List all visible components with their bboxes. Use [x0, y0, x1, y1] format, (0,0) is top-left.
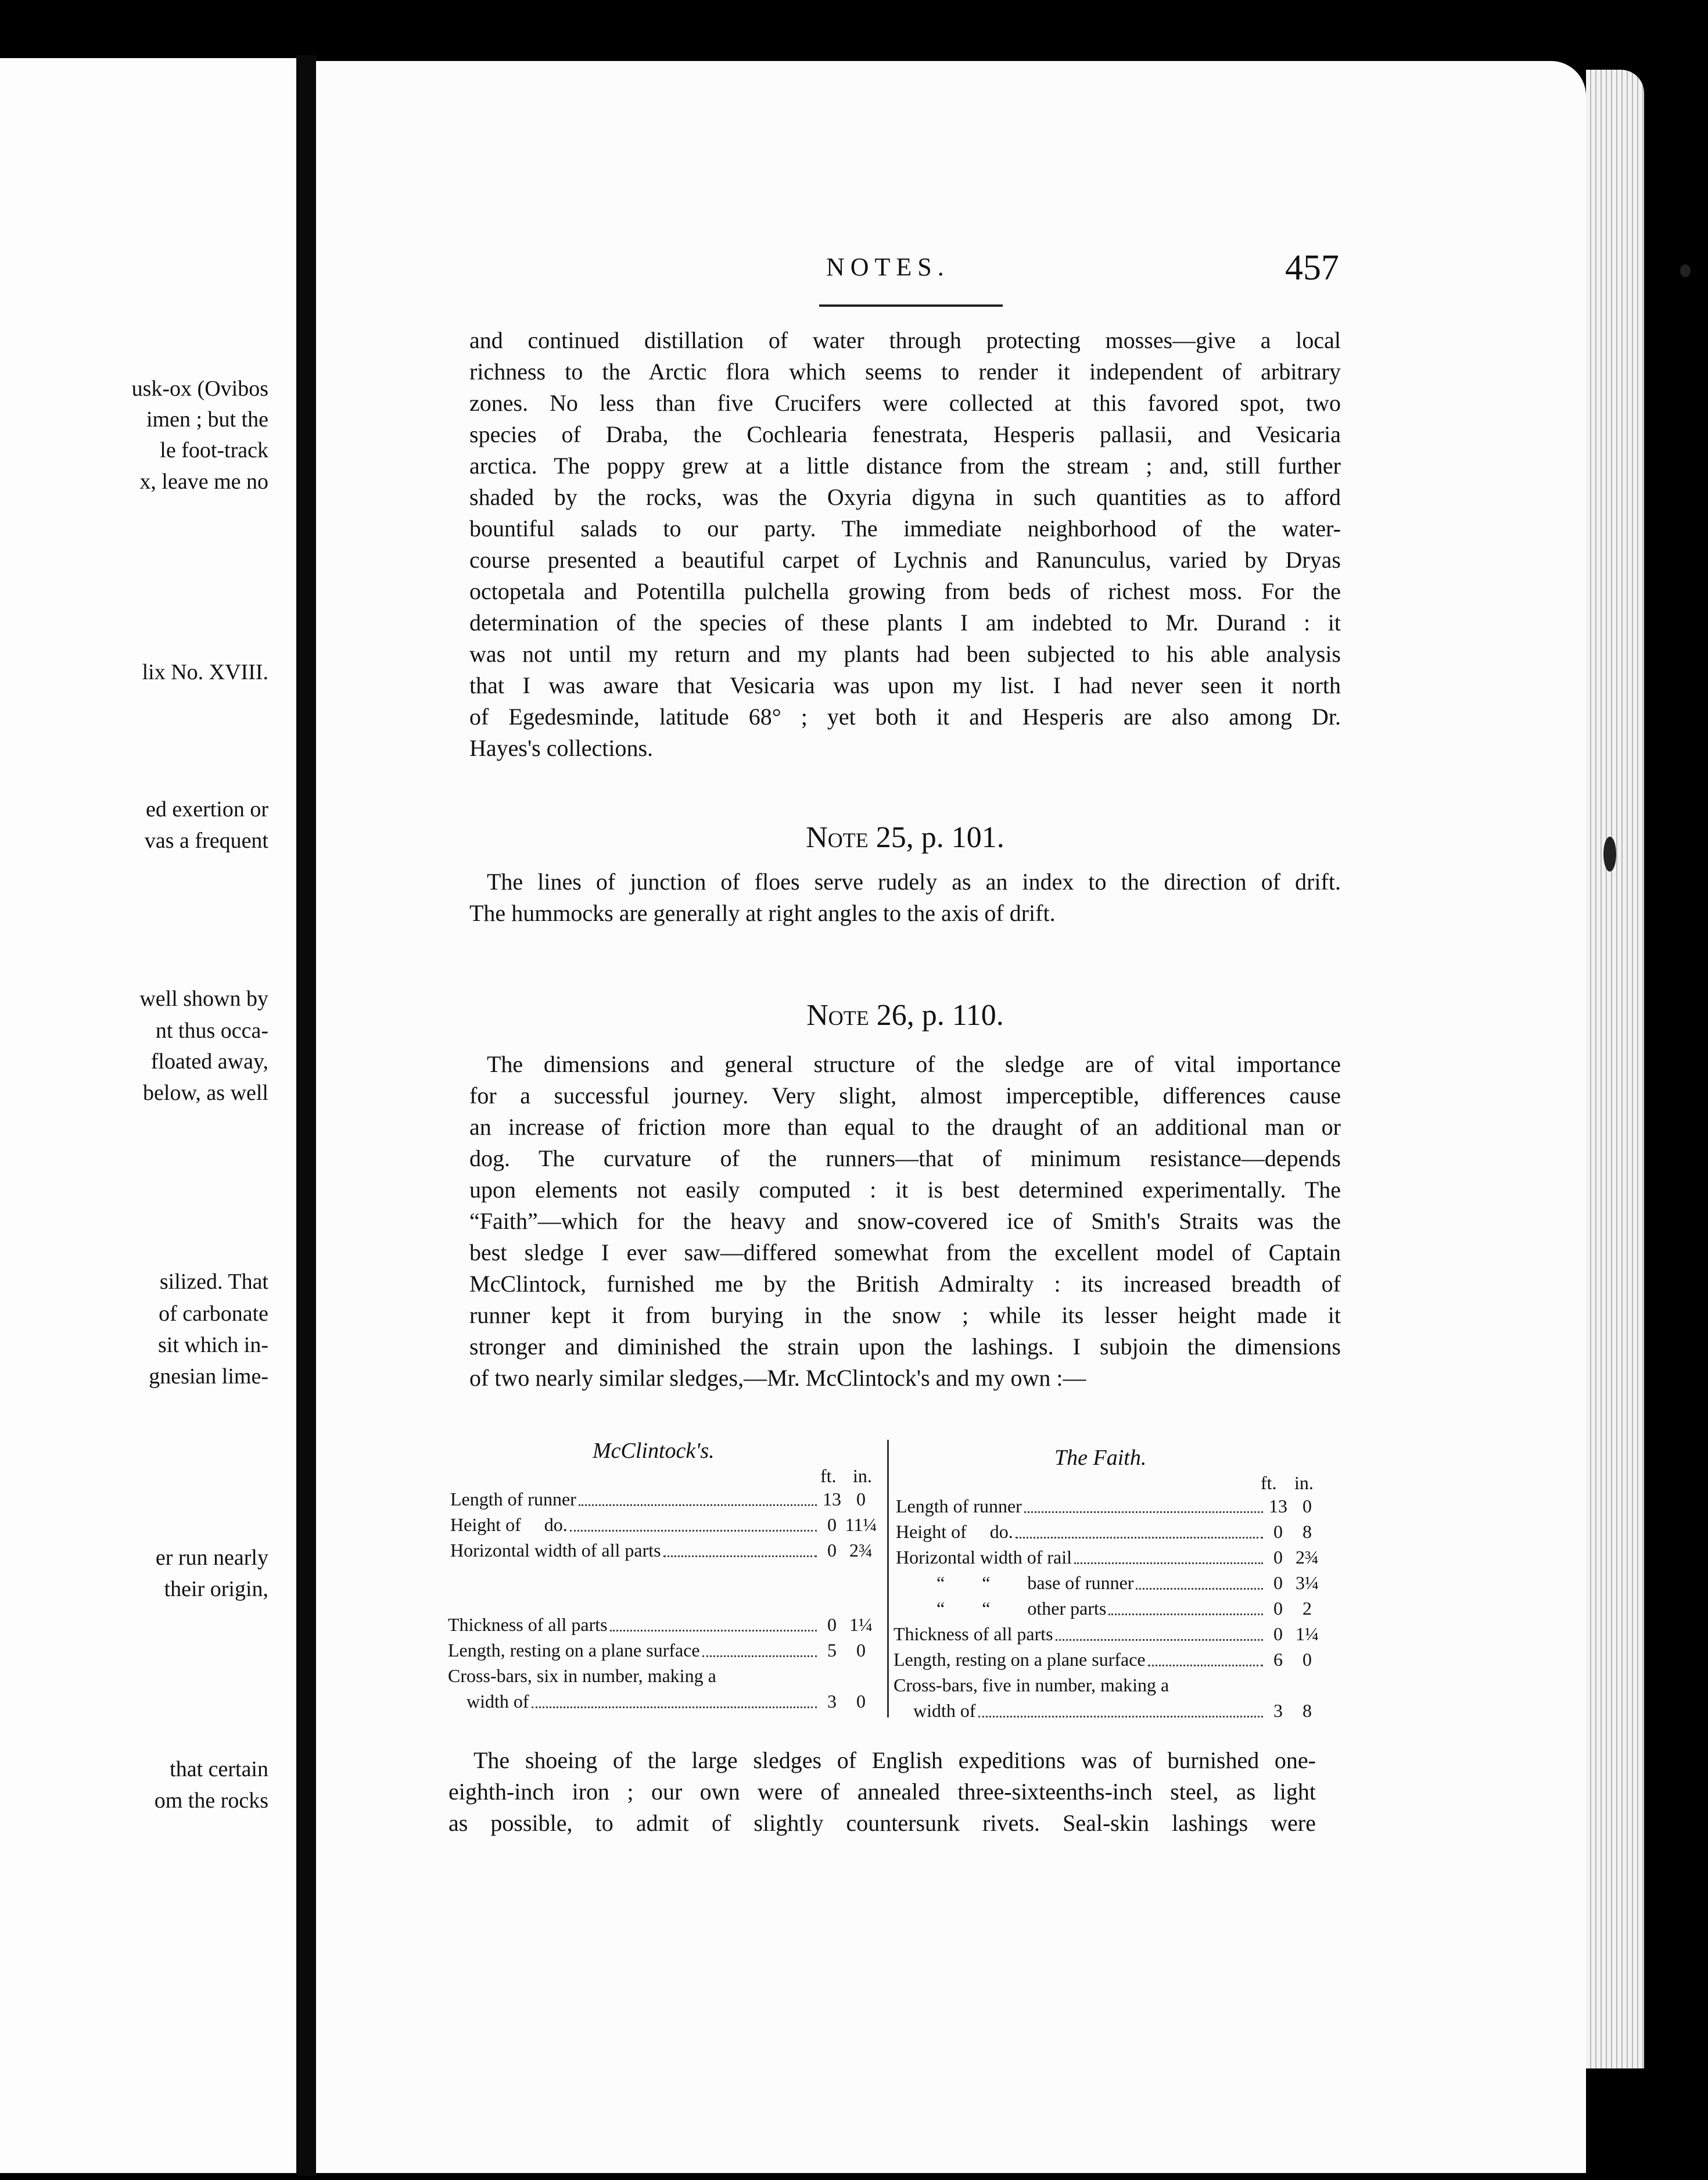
row-label: Height of do.	[450, 1514, 568, 1535]
text-line: The dimensions and general structure of the sledge are of vital importance	[487, 1051, 1341, 1077]
note-ref: 26, p. 110.	[876, 999, 1004, 1032]
text-line: The hummocks are generally at right angles to the axis of drift.	[469, 900, 1056, 926]
row-label: Height of do.	[896, 1521, 1013, 1542]
row-ft: 3	[827, 1691, 837, 1712]
leader-dots	[1074, 1562, 1263, 1564]
text-line: that I was aware that Vesicaria was upon my list. I had never seen it north	[469, 672, 1341, 698]
left-page-line: that certain	[170, 1757, 268, 1781]
note-label: Note	[806, 821, 869, 854]
table-row	[896, 1497, 1323, 1515]
text-line: species of Draba, the Cochlearia fenestrata, Hesperis pallasii, and Vesicaria	[469, 421, 1341, 447]
text-line: and continued distillation of water through protecting mosses—give a local	[469, 327, 1341, 353]
left-page-line: sit which in-	[158, 1333, 268, 1357]
book-gutter	[296, 55, 316, 2176]
table-row	[448, 1666, 877, 1685]
text-line: octopetala and Potentilla pulchella growing from beds of richest moss. For the	[469, 578, 1341, 604]
row-label: Cross-bars, five in number, making a	[894, 1675, 1169, 1695]
row-in: 0	[856, 1640, 866, 1661]
scan-speck	[1680, 264, 1691, 277]
table-row	[894, 1676, 1323, 1694]
left-page-line: gnesian lime-	[149, 1364, 268, 1389]
row-in: 1¼	[1296, 1623, 1319, 1644]
left-page-line: of carbonate	[159, 1301, 268, 1326]
leader-dots	[1108, 1614, 1263, 1615]
left-page-line: below, as well	[143, 1081, 268, 1105]
text-line: was not until my return and my plants had been subjected to his able analysis	[469, 641, 1341, 667]
table-row	[448, 1615, 877, 1634]
unit-in: in.	[1294, 1472, 1314, 1493]
note-ref: 25, p. 101.	[875, 821, 1004, 854]
table-row	[450, 1490, 877, 1508]
text-line: best sledge I ever saw—differed somewhat from the excellent model of Captain	[469, 1239, 1341, 1265]
row-label: “ “ base of runner	[936, 1572, 1134, 1593]
left-page-line: imen ; but the	[146, 407, 268, 432]
leader-dots	[532, 1706, 817, 1708]
text-line: of Egedesminde, latitude 68° ; yet both it and Hesperis are also among Dr.	[469, 704, 1341, 730]
left-page-line: floated away,	[150, 1049, 268, 1074]
table-title-faith: The Faith.	[1054, 1446, 1147, 1470]
left-page-line: ed exertion or	[145, 797, 268, 822]
table-row	[913, 1701, 1323, 1720]
table-row	[894, 1650, 1323, 1669]
left-page-line: le foot-track	[160, 438, 268, 462]
text-line: arctica. The poppy grew at a little distance from the stream ; and, still further	[469, 453, 1341, 479]
row-ft: 6	[1273, 1649, 1283, 1670]
note-label: Note	[806, 999, 869, 1032]
row-in: 1¼	[849, 1614, 873, 1635]
row-label: Length, resting on a plane surface	[448, 1640, 700, 1661]
row-in: 0	[856, 1489, 866, 1509]
row-ft: 0	[1273, 1521, 1283, 1542]
text-line: “Faith”—which for the heavy and snow-covered ice of Smith's Straits was the	[469, 1208, 1341, 1234]
table-title-mcclintock: McClintock's.	[593, 1439, 715, 1463]
left-page-line: usk-ox (Ovibos	[131, 377, 268, 401]
table-row	[896, 1548, 1323, 1566]
row-ft: 0	[827, 1614, 837, 1635]
table-divider	[887, 1440, 889, 1718]
table-row	[450, 1515, 877, 1534]
row-label: Length of runner	[450, 1489, 576, 1509]
left-page-line: their origin,	[164, 1577, 268, 1601]
left-page-line: vas a frequent	[144, 829, 268, 853]
leader-dots	[978, 1716, 1263, 1718]
row-in: 8	[1302, 1521, 1312, 1542]
row-label: width of	[913, 1700, 976, 1721]
row-ft: 5	[827, 1640, 837, 1661]
text-line: as possible, to admit of slightly countersunk rivets. Seal-skin lashings were	[448, 1810, 1316, 1836]
row-in: 2¾	[849, 1540, 873, 1561]
row-ft: 0	[827, 1514, 837, 1535]
row-ft: 0	[1273, 1598, 1283, 1619]
table-row	[467, 1692, 877, 1711]
leader-dots	[1056, 1639, 1263, 1641]
text-line: runner kept it from burying in the snow ; while its lesser height made it	[469, 1302, 1341, 1328]
text-line: McClintock, furnished me by the British Admiralty : its increased breadth of	[469, 1271, 1341, 1297]
text-line: The lines of junction of floes serve rudely as an index to the direction of drift.	[487, 869, 1341, 895]
running-head: NOTES.	[826, 253, 950, 281]
text-line: Hayes's collections.	[469, 735, 654, 761]
left-page-line: well shown by	[139, 987, 268, 1011]
text-line: dog. The curvature of the runners—that of minimum resistance—depends	[469, 1145, 1341, 1171]
text-line: eighth-inch iron ; our own were of annealed three-sixteenths-inch steel, as light	[448, 1779, 1316, 1805]
text-line: of two nearly similar sledges,—Mr. McClintock's and my own :—	[469, 1365, 1086, 1391]
row-label: width of	[467, 1691, 529, 1712]
text-line: bountiful salads to our party. The immediate neighborhood of the water-	[469, 515, 1341, 542]
text-line: for a successful journey. Very slight, almost imperceptible, differences cause	[469, 1082, 1341, 1109]
row-label: “ “ other parts	[936, 1598, 1107, 1619]
unit-ft: ft.	[1261, 1472, 1277, 1493]
leader-dots	[1024, 1511, 1263, 1513]
table-row	[448, 1641, 877, 1659]
row-ft: 13	[1269, 1496, 1287, 1516]
text-line: determination of the species of these plants I am indebted to Mr. Durand : it	[469, 609, 1341, 636]
row-in: 8	[1302, 1700, 1312, 1721]
row-label: Thickness of all parts	[894, 1623, 1053, 1644]
header-rule	[819, 304, 1003, 307]
leader-dots	[702, 1655, 817, 1657]
text-line: The shoeing of the large sledges of English expeditions was of burnished one-	[473, 1747, 1316, 1773]
table-row	[936, 1599, 1323, 1618]
table-row	[936, 1573, 1323, 1592]
row-label: Length, resting on a plane surface	[894, 1649, 1146, 1670]
leader-dots	[570, 1530, 817, 1532]
text-line: upon elements not easily computed : it is best determined experimentally. The	[469, 1177, 1341, 1203]
left-page-line: x, leave me no	[139, 469, 268, 494]
leader-dots	[579, 1504, 817, 1506]
unit-in: in.	[853, 1465, 872, 1486]
left-page-line: om the rocks	[154, 1788, 268, 1813]
table-row	[450, 1541, 877, 1559]
left-page-line: silized. That	[159, 1270, 268, 1294]
row-ft: 0	[1273, 1623, 1283, 1644]
row-label: Thickness of all parts	[448, 1614, 608, 1635]
row-in: 0	[856, 1691, 866, 1712]
row-in: 0	[1302, 1496, 1312, 1516]
text-line: stronger and diminished the strain upon the lashings. I subjoin the dimensions	[469, 1333, 1341, 1360]
row-label: Horizontal width of rail	[896, 1547, 1072, 1568]
text-line: zones. No less than five Crucifers were collected at this favored spot, two	[469, 390, 1341, 416]
unit-ft: ft.	[820, 1465, 837, 1486]
leader-dots	[1136, 1588, 1263, 1590]
leader-dots	[1016, 1537, 1263, 1539]
note-25-heading	[469, 823, 1341, 853]
row-in: 2¾	[1296, 1547, 1319, 1568]
row-in: 3¼	[1296, 1572, 1319, 1593]
row-ft: 0	[1273, 1572, 1283, 1593]
row-in: 11¼	[845, 1514, 877, 1535]
text-line: an increase of friction more than equal to the draught of an additional man or	[469, 1114, 1341, 1140]
row-ft: 0	[827, 1540, 837, 1561]
row-ft: 13	[823, 1489, 841, 1509]
text-line: richness to the Arctic flora which seems to render it independent of arbitrary	[469, 358, 1341, 385]
row-label: Length of runner	[896, 1496, 1022, 1516]
leader-dots	[663, 1555, 817, 1557]
text-line: shaded by the rocks, was the Oxyria digyna in such quantities as to afford	[469, 484, 1341, 510]
left-page-line: er run nearly	[155, 1546, 268, 1570]
row-ft: 0	[1273, 1547, 1283, 1568]
table-row	[894, 1625, 1323, 1643]
page-number: 457	[1285, 248, 1339, 288]
row-label: Horizontal width of all parts	[450, 1540, 661, 1561]
table-row	[896, 1522, 1323, 1541]
page-edges	[1586, 70, 1644, 2068]
row-label: Cross-bars, six in number, making a	[448, 1665, 716, 1686]
text-line: course presented a beautiful carpet of Lychnis and Ranunculus, varied by Dryas	[469, 547, 1341, 573]
leader-dots	[610, 1630, 817, 1632]
left-page-line: nt thus occa-	[155, 1019, 268, 1043]
left-page-line: lix No. XVIII.	[142, 660, 268, 684]
leader-dots	[1148, 1665, 1263, 1666]
left-facing-page	[0, 58, 296, 2173]
row-in: 0	[1302, 1649, 1312, 1670]
scan-speck	[1603, 837, 1616, 872]
note-26-heading	[469, 1001, 1341, 1031]
row-in: 2	[1302, 1598, 1312, 1619]
row-ft: 3	[1273, 1700, 1283, 1721]
